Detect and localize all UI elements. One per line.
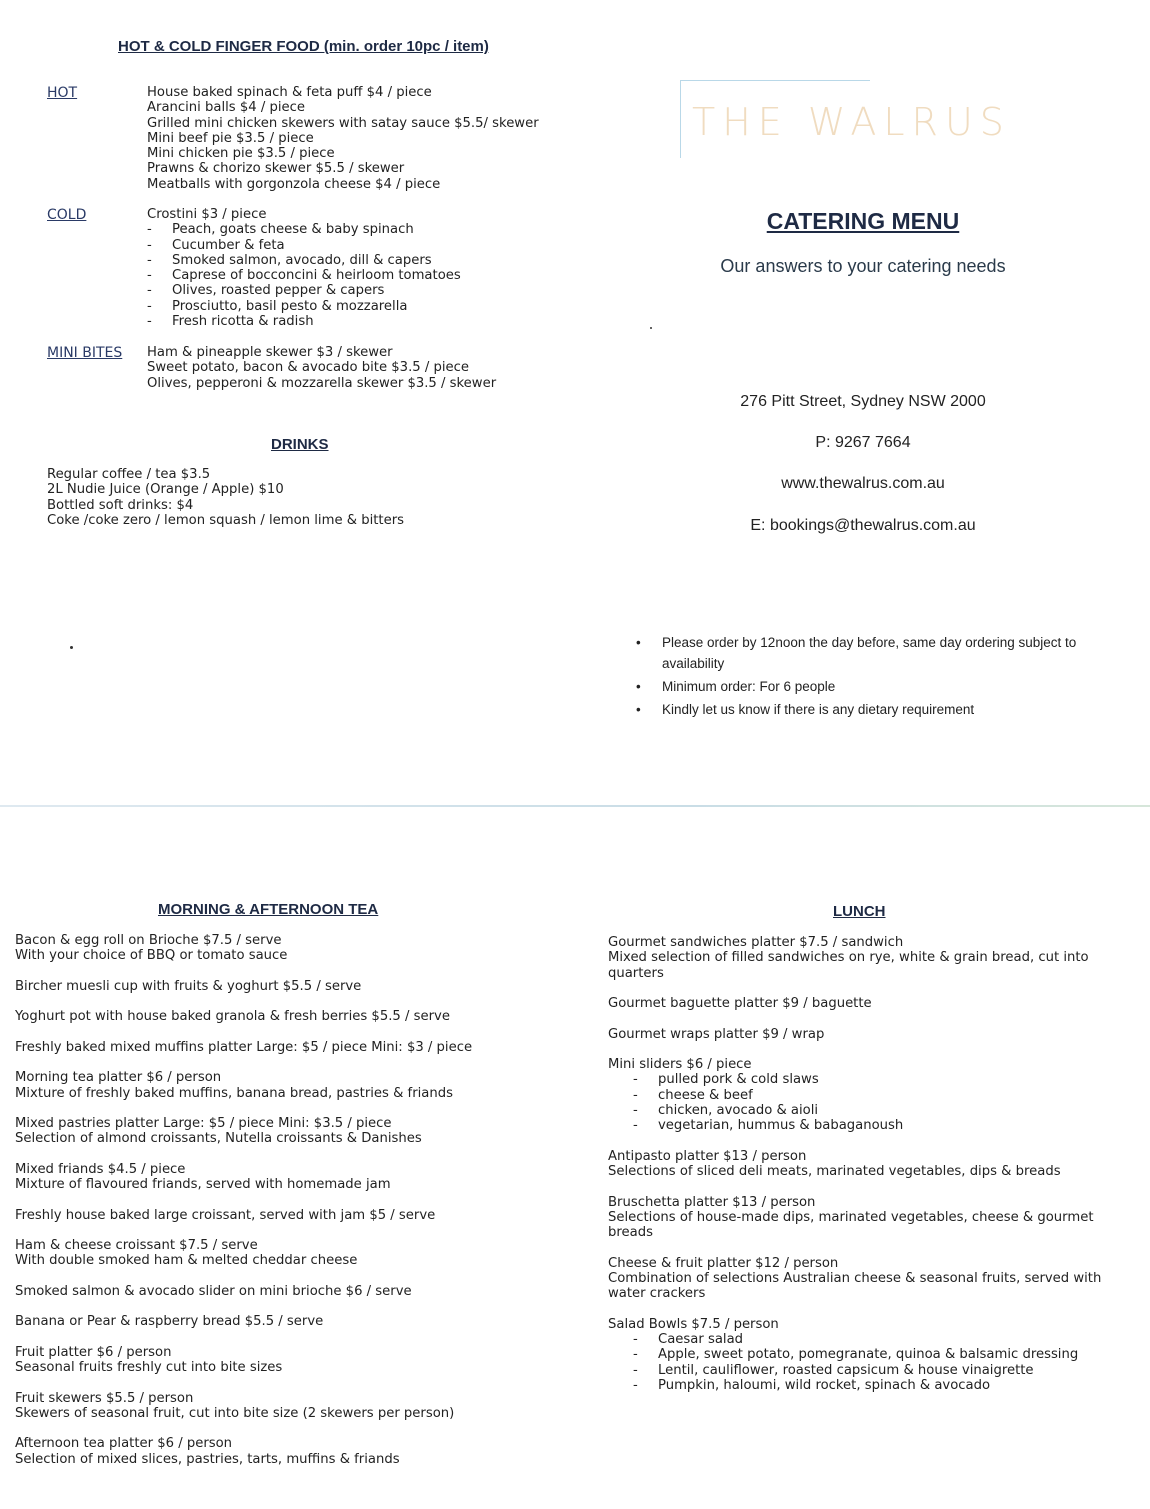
menu-subitem: - Prosciutto, basil pesto & mozzarella — [147, 299, 461, 314]
menu-entry — [608, 1195, 1101, 1241]
contact-address: 276 Pitt Street, Sydney NSW 2000 — [740, 393, 986, 410]
entry-line: quarters — [608, 965, 664, 981]
tagline: Our answers to your catering needs — [720, 256, 1006, 276]
entry-line: Bruschetta platter $13 / person — [608, 1194, 816, 1210]
menu-item: Mini chicken pie $3.5 / piece — [147, 146, 335, 162]
menu-entry — [15, 1436, 472, 1467]
menu-subitem: - Apple, sweet potato, pomegranate, quinoa & balsamic dressing — [608, 1347, 1101, 1362]
menu-subitem: - vegetarian, hummus & babaganoush — [608, 1118, 1101, 1133]
lunch-title: LUNCH — [833, 903, 886, 920]
menu-entry — [15, 1116, 472, 1147]
contact-phone: P: 9267 7664 — [815, 434, 911, 451]
menu-subitem: - Peach, goats cheese & baby spinach — [147, 222, 461, 237]
entry-line: Selections of sliced deli meats, marinated vegetables, dips & breads — [608, 1164, 1061, 1180]
hot-label: HOT — [47, 85, 78, 101]
menu-subitem: - Olives, roasted pepper & capers — [147, 283, 461, 298]
menu-item: Meatballs with gorgonzola cheese $4 / piece — [147, 176, 441, 192]
entry-line: Gourmet baguette platter $9 / baguette — [608, 996, 872, 1012]
entry-line: Banana or Pear & raspberry bread $5.5 / serve — [15, 1314, 324, 1330]
menu-item: House baked spinach & feta puff $4 / piece — [147, 85, 432, 100]
entry-line: Combination of selections Australian cheese & seasonal fruits, served with — [608, 1270, 1102, 1286]
menu-entry — [15, 1391, 472, 1422]
menu-item: Regular coffee / tea $3.5 — [47, 467, 211, 482]
entry-line: Skewers of seasonal fruit, cut into bite size (2 skewers per person) — [15, 1405, 455, 1421]
entry-line: water crackers — [608, 1286, 706, 1302]
entry-line: Bacon & egg roll on Brioche $7.5 / serve — [15, 933, 282, 948]
note-item: • Minimum order: For 6 people — [636, 676, 1106, 697]
entry-line: Salad Bowls $7.5 / person — [608, 1316, 779, 1332]
entry-line: Selection of mixed slices, pastries, tarts, muffins & friands — [15, 1451, 400, 1467]
entry-line: Bircher muesli cup with fruits & yoghurt $5.5 / serve — [15, 978, 362, 994]
menu-subitem: - chicken, avocado & aioli — [608, 1103, 1101, 1118]
contact-email: E: bookings@thewalrus.com.au — [750, 517, 976, 534]
menu-entry — [15, 1208, 472, 1223]
entry-line: Mixed selection of filled sandwiches on rye, white & grain bread, cut into — [608, 950, 1089, 966]
catering-menu-title: CATERING MENU — [766, 208, 960, 234]
menu-entry — [608, 1149, 1101, 1180]
entry-line: Smoked salmon & avocado slider on mini brioche $6 / serve — [15, 1283, 412, 1299]
entry-line: Cheese & fruit platter $12 / person — [608, 1255, 839, 1271]
menu-entry — [608, 1027, 1101, 1042]
menu-subitem: - Caprese of bocconcini & heirloom tomatoes — [147, 268, 461, 283]
menu-item: 2L Nudie Juice (Orange / Apple) $10 — [47, 482, 284, 498]
entry-line: Selections of house-made dips, marinated vegetables, cheese & gourmet — [608, 1209, 1094, 1225]
menu-subitem: - cheese & beef — [608, 1088, 1101, 1103]
finger-food-title: HOT & COLD FINGER FOOD (min. order 10pc / item) — [118, 38, 489, 55]
entry-line: breads — [608, 1225, 653, 1241]
entry-line: Freshly house baked large croissant, served with jam $5 / serve — [15, 1207, 436, 1223]
menu-item: Olives, pepperoni & mozzarella skewer $3.5 / skewer — [147, 375, 497, 391]
sub-list — [608, 1332, 1101, 1393]
page-divider — [0, 805, 1150, 807]
menu-item: Arancini balls $4 / piece — [147, 100, 305, 116]
menu-entry — [608, 1057, 1101, 1133]
menu-subitem: - Lentil, cauliflower, roasted capsicum & house vinaigrette — [608, 1363, 1101, 1378]
entry-line: Fruit platter $6 / person — [15, 1344, 172, 1360]
entry-line: Gourmet sandwiches platter $7.5 / sandwich — [608, 935, 904, 950]
menu-subitem: - Pumpkin, haloumi, wild rocket, spinach & avocado — [608, 1378, 1101, 1393]
menu-entry — [608, 1317, 1101, 1393]
entry-line: Freshly baked mixed muffins platter Large: $5 / piece Mini: $3 / piece — [15, 1039, 473, 1055]
cold-label: COLD — [47, 207, 87, 223]
entry-line: Mixed friands $4.5 / piece — [15, 1161, 186, 1177]
morning-tea-title: MORNING & AFTERNOON TEA — [158, 901, 379, 918]
menu-entry — [15, 979, 472, 994]
morning-tea-list — [15, 933, 472, 1482]
logo-text: THE WALRUS — [692, 100, 1011, 144]
entry-line: Yoghurt pot with house baked granola & fresh berries $5.5 / serve — [15, 1009, 450, 1025]
menu-entry — [15, 1238, 472, 1269]
menu-entry — [15, 1009, 472, 1024]
menu-subitem: - Caesar salad — [608, 1332, 1101, 1347]
entry-line: Mixture of flavoured friands, served with homemade jam — [15, 1177, 391, 1193]
entry-line: With your choice of BBQ or tomato sauce — [15, 948, 288, 964]
entry-line: Selection of almond croissants, Nutella croissants & Danishes — [15, 1131, 422, 1147]
menu-entry — [608, 935, 1101, 981]
entry-line: Antipasto platter $13 / person — [608, 1148, 807, 1164]
lunch-list — [608, 935, 1101, 1408]
contact-website: www.thewalrus.com.au — [781, 475, 945, 492]
menu-item: Crostini $3 / piece — [147, 207, 267, 222]
menu-entry — [608, 1256, 1101, 1302]
menu-item: Mini beef pie $3.5 / piece — [147, 130, 314, 146]
note-item: • Kindly let us know if there is any dietary requirement — [636, 699, 1106, 720]
menu-item: Sweet potato, bacon & avocado bite $3.5 / piece — [147, 360, 469, 376]
entry-line: Morning tea platter $6 / person — [15, 1070, 222, 1086]
menu-item: Ham & pineapple skewer $3 / skewer — [147, 345, 393, 360]
menu-item: Coke /coke zero / lemon squash / lemon lime & bitters — [47, 512, 405, 528]
menu-subitem: - pulled pork & cold slaws — [608, 1072, 1101, 1087]
menu-entry — [15, 1162, 472, 1193]
stray-dot — [70, 646, 73, 649]
menu-entry — [608, 996, 1101, 1011]
entry-line: Gourmet wraps platter $9 / wrap — [608, 1026, 825, 1042]
menu-item: Bottled soft drinks: $4 — [47, 497, 194, 513]
menu-entry — [15, 1284, 472, 1299]
menu-subitem: - Fresh ricotta & radish — [147, 314, 461, 329]
drinks-list — [47, 467, 404, 528]
menu-subitem: - Smoked salmon, avocado, dill & capers — [147, 253, 461, 268]
entry-line: Mixed pastries platter Large: $5 / piece Mini: $3.5 / piece — [15, 1116, 392, 1132]
entry-line: With double smoked ham & melted cheddar cheese — [15, 1253, 358, 1269]
menu-entry — [15, 1345, 472, 1376]
menu-entry — [15, 933, 472, 964]
entry-line: Seasonal fruits freshly cut into bite sizes — [15, 1360, 283, 1376]
menu-entry — [15, 1040, 472, 1055]
menu-entry — [15, 1314, 472, 1329]
entry-line: Mini sliders $6 / piece — [608, 1057, 752, 1073]
logo-frame-vertical — [680, 80, 681, 158]
menu-item: Grilled mini chicken skewers with satay sauce $5.5/ skewer — [147, 115, 539, 131]
hot-list — [147, 85, 539, 192]
menu-subitem: - Cucumber & feta — [147, 238, 461, 253]
entry-line: Afternoon tea platter $6 / person — [15, 1436, 233, 1452]
logo-frame-horizontal — [680, 80, 870, 81]
ordering-notes — [636, 632, 1106, 722]
menu-item: Prawns & chorizo skewer $5.5 / skewer — [147, 161, 405, 177]
entry-line: Mixture of freshly baked muffins, banana bread, pastries & friands — [15, 1085, 453, 1101]
mini-bites-label: MINI BITES — [47, 345, 123, 361]
note-item: • Please order by 12noon the day before, same day ordering subject to availability — [636, 632, 1106, 674]
walrus-logo — [680, 80, 1060, 160]
entry-line: Ham & cheese croissant $7.5 / serve — [15, 1238, 258, 1254]
drinks-title: DRINKS — [271, 436, 329, 453]
stray-dot — [650, 327, 652, 329]
entry-line: Fruit skewers $5.5 / person — [15, 1390, 194, 1406]
menu-entry — [15, 1070, 472, 1101]
mini-bites-list — [147, 345, 496, 391]
sub-list — [608, 1072, 1101, 1133]
cold-list — [147, 207, 461, 329]
